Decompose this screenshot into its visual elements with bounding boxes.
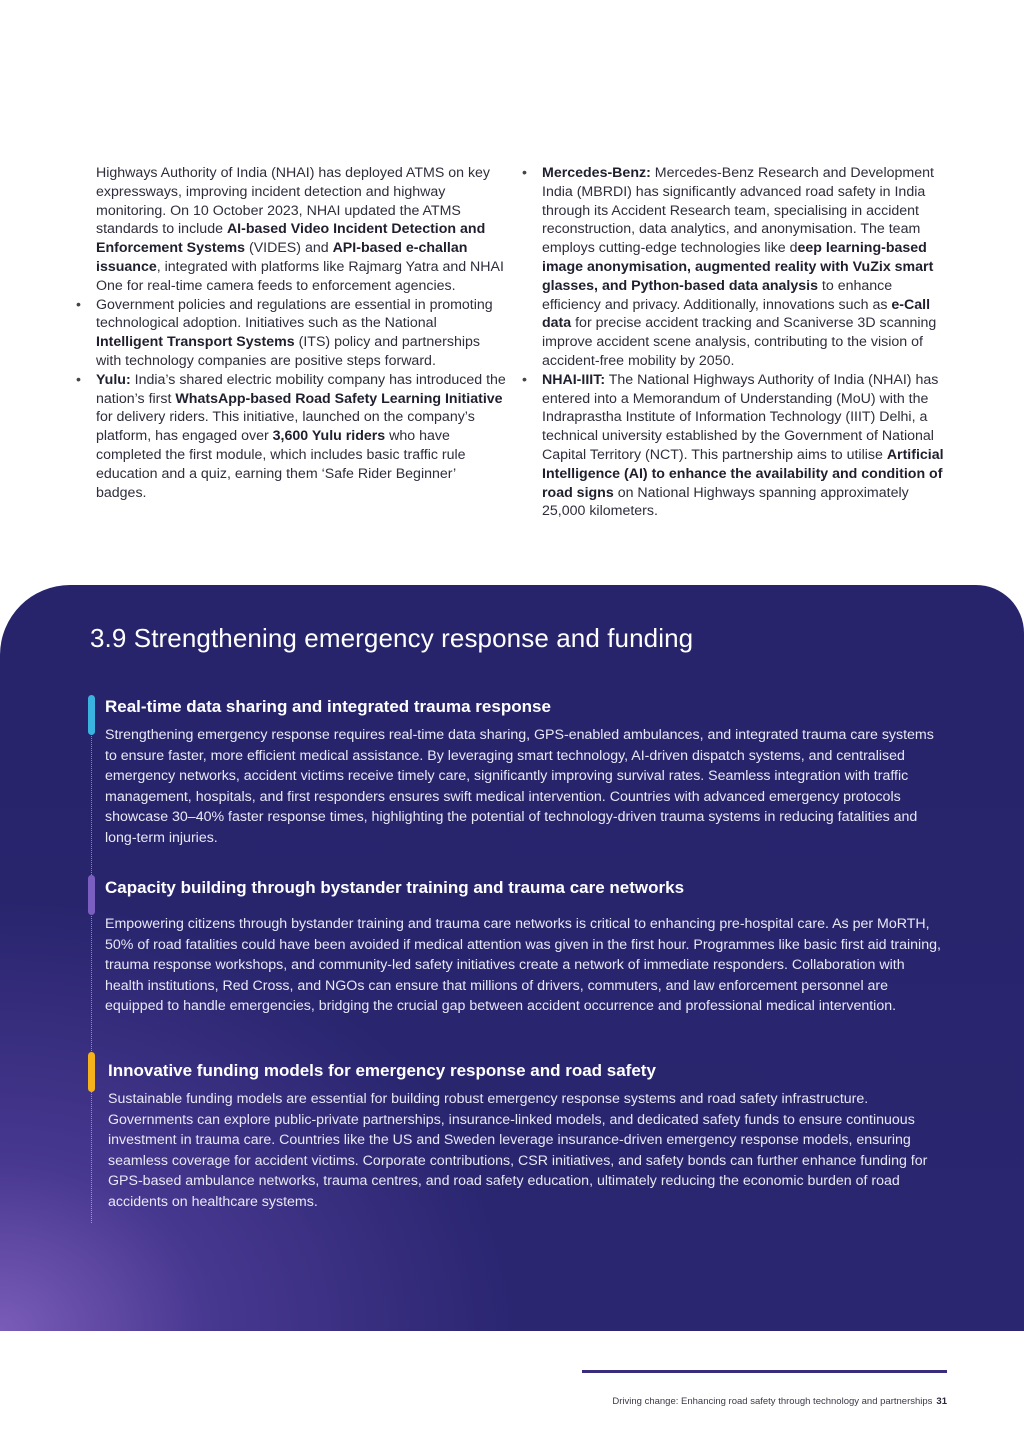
running-title: Driving change: Enhancing road safety through technology and partnerships — [612, 1396, 933, 1407]
body-text: to enhance efficiency and privacy. Additionally, innovations such as — [542, 277, 893, 313]
bullet-nhai-iiit — [542, 371, 952, 521]
body-text: (VIDES) and — [245, 240, 333, 257]
emergency-response-section — [0, 585, 1024, 1331]
subsection-heading: Capacity building through bystander training and trauma care networks — [105, 878, 685, 897]
emphasis-text: Intelligent Transport Systems — [96, 334, 295, 351]
emphasis-text: Artificial Intelligence (AI) to enhance the availability and condition of road signs — [542, 446, 944, 501]
emphasis-text: API-based e-challan issuance — [96, 240, 468, 275]
emphasis-text: Yulu: — [96, 371, 131, 388]
footer-rule — [582, 1370, 947, 1373]
body-text: for precise accident tracking and Scaniverse 3D scanning improve accident scene analysis, contributing to the vision of accident-free mobility by 2050. — [542, 315, 937, 369]
bullet-government-policies — [96, 296, 506, 371]
body-text: for delivery riders. This initiative, launched on the company’s platform, has engaged over — [96, 409, 475, 445]
emphasis-text: Mercedes-Benz: — [542, 165, 651, 181]
intro-paragraph — [96, 164, 506, 296]
page-footer — [612, 1396, 947, 1407]
subsection-funding-models — [108, 1061, 948, 1213]
body-text: who have completed the first module, which includes basic traffic rule education and a quiz, earning them ‘Safe Rider Beginner’ badges. — [96, 428, 466, 501]
body-text: Highways Authority of India (NHAI) has deployed ATMS on key expressways, improving incident detection and highway monitoring. On 10 October 2023, NHAI updated the ATMS standards to include — [96, 165, 491, 238]
body-text: on National Highways spanning approximately 25,000 kilometers. — [542, 484, 909, 520]
emphasis-text: WhatsApp-based Road Safety Learning Initiative — [175, 390, 503, 407]
subsection-body: Strengthening emergency response requires real-time data sharing, GPS-enabled ambulances, and integrated trauma care systems to ensure faster, more efficient medical assistance. By leveraging smart technology, AI-driven dispatch systems, and centralised emergency networks, accident victims receive timely care, significantly improving survival rates. Seamless integration with traffic management, hospitals, and first responders ensures swift medical intervention. Countries with advanced emergency protocols showcase 30–40% faster response times, highlighting the potential of technology-driven trauma systems in reducing fatalities and long-term injuries. — [105, 727, 934, 846]
subsection-marker-yellow — [88, 1052, 95, 1092]
emphasis-text: eep learning-based image anonymisation, augmented reality with VuZix smart glasses, and Python-based data analysis — [542, 240, 934, 294]
subsection-body: Empowering citizens through bystander training and trauma care networks is critical to enhancing pre-hospital care. As per MoRTH, 50% of road fatalities could have been avoided if medical attention was given in the first hour. Programmes like basic first aid training, trauma response workshops, and community-led safety initiatives create a network of immediate responders. Collaboration with health institutions, Red Cross, and NGOs can ensure that millions of drivers, commuters, and law enforcement personnel are equipped to handle emergencies, bridging the crucial gap between accident occurrence and professional medical intervention. — [105, 916, 941, 1015]
body-text: Government policies and regulations are essential in promoting technological adoption. Initiatives such as the National — [96, 296, 493, 332]
right-column — [542, 164, 952, 521]
subsection-real-time-data — [105, 697, 945, 849]
bullet-yulu — [96, 371, 506, 503]
subsection-capacity-building — [105, 878, 945, 1017]
emphasis-text: e-Call data — [542, 296, 931, 332]
bullet-mercedes-benz — [542, 164, 952, 371]
body-text: (ITS) policy and partnerships with technology companies are positive steps forward. — [96, 334, 480, 369]
body-text: The National Highways Authority of India (NHAI) has entered into a Memorandum of Understanding (MoU) with the Indraprastha Institute of Information Technology (IIIT) Delhi, a technical university established by the Government of National Capital Territory (NCT). This partnership aims to utilise — [542, 371, 939, 463]
section-title: 3.9 Strengthening emergency response and funding — [90, 623, 694, 653]
emphasis-text: NHAI-IIIT: — [542, 371, 606, 388]
body-text: India’s shared electric mobility company has introduced the nation’s first — [96, 371, 506, 407]
subsection-heading: Innovative funding models for emergency response and road safety — [108, 1061, 656, 1080]
subsection-marker-blue — [88, 695, 95, 735]
body-text: , integrated with platforms like Rajmarg Yatra and NHAI One for real-time camera feeds to enforcement agencies. — [96, 258, 504, 294]
dotted-timeline — [91, 697, 92, 1223]
subsection-marker-purple — [88, 875, 95, 915]
subsection-body: Sustainable funding models are essential for building robust emergency response systems and road safety infrastructure. Governments can explore public-private partnerships, insurance-linked models, and dedicated safety funds to ensure continuous investment in trauma care. Countries like the US and Sweden leverage insurance-driven emergency response models, ensuring seamless coverage for accident victims. Corporate contributions, CSR initiatives, and safety bonds can further enhance funding for GPS-based ambulance networks, trauma centres, and road safety education, ultimately reducing the economic burden of road accidents on healthcare systems. — [108, 1091, 928, 1210]
subsection-heading: Real-time data sharing and integrated trauma response — [105, 697, 551, 716]
body-text: Mercedes-Benz Research and Development India (MBRDI) has significantly advanced road safety in India through its Accident Research team, specialising in accident reconstruction, data analytics, and anonymisation. The team employs cutting-edge technologies like d — [542, 165, 934, 257]
emphasis-text: 3,600 Yulu riders — [272, 428, 386, 445]
page-number: 31 — [936, 1396, 947, 1407]
left-column — [96, 164, 506, 502]
emphasis-text: AI-based Video Incident Detection and Enforcement Systems — [96, 221, 486, 257]
